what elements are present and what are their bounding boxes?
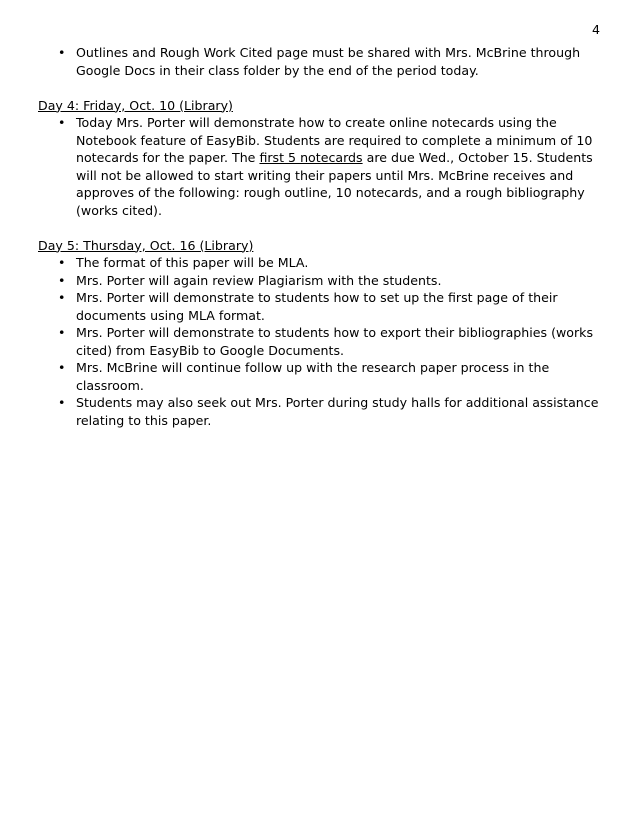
list-item xyxy=(38,272,616,290)
bullet-icon: • xyxy=(58,395,66,410)
list-item xyxy=(38,394,616,429)
day4-list xyxy=(38,114,616,219)
intro-list xyxy=(38,44,616,79)
list-item xyxy=(38,114,616,219)
list-item-text-part2: are due Wed., October 15. Students will not be allowed to start writing their papers until Mrs. McBrine receives and approves of the following: rough outline, 10 notecards, and a rough bibliography (works cited). xyxy=(76,150,593,218)
list-item-text: Students may also seek out Mrs. Porter during study halls for additional assistance relating to this paper. xyxy=(76,395,599,428)
bullet-icon: • xyxy=(58,325,66,340)
list-item-text: The format of this paper will be MLA. xyxy=(76,255,309,270)
list-item xyxy=(38,359,616,394)
list-item-text-part1: Today Mrs. Porter will demonstrate how to create online notecards using the Notebook feature of EasyBib. Students are required to complete a minimum of 10 notecards for the paper. The xyxy=(76,115,593,165)
list-item xyxy=(38,289,616,324)
day5-list xyxy=(38,254,616,429)
document-body xyxy=(38,44,616,429)
list-item xyxy=(38,44,616,79)
page-number: 4 xyxy=(591,22,600,37)
day5-heading: Day 5: Thursday, Oct. 16 (Library) xyxy=(38,237,254,253)
list-item-text: Mrs. McBrine will continue follow up with the research paper process in the classroom. xyxy=(76,360,550,393)
list-item-text: Mrs. Porter will demonstrate to students how to export their bibliographies (works cited) from EasyBib to Google Documents. xyxy=(76,325,594,358)
list-item xyxy=(38,324,616,359)
bullet-icon: • xyxy=(58,360,66,375)
list-item-text: Mrs. Porter will demonstrate to students how to set up the first page of their documents using MLA format. xyxy=(76,290,558,323)
day4-heading: Day 4: Friday, Oct. 10 (Library) xyxy=(38,97,233,113)
list-item xyxy=(38,254,616,272)
bullet-icon: • xyxy=(58,115,66,130)
bullet-icon: • xyxy=(58,290,66,305)
bullet-icon: • xyxy=(58,272,66,288)
list-item-text: Mrs. Porter will again review Plagiarism with the students. xyxy=(76,272,442,288)
underlined-phrase: first 5 notecards xyxy=(259,150,363,165)
bullet-icon: • xyxy=(58,45,66,60)
list-item-text: Outlines and Rough Work Cited page must be shared with Mrs. McBrine through Google Docs in their class folder by the end of the period today. xyxy=(76,45,581,78)
bullet-icon: • xyxy=(58,255,66,270)
